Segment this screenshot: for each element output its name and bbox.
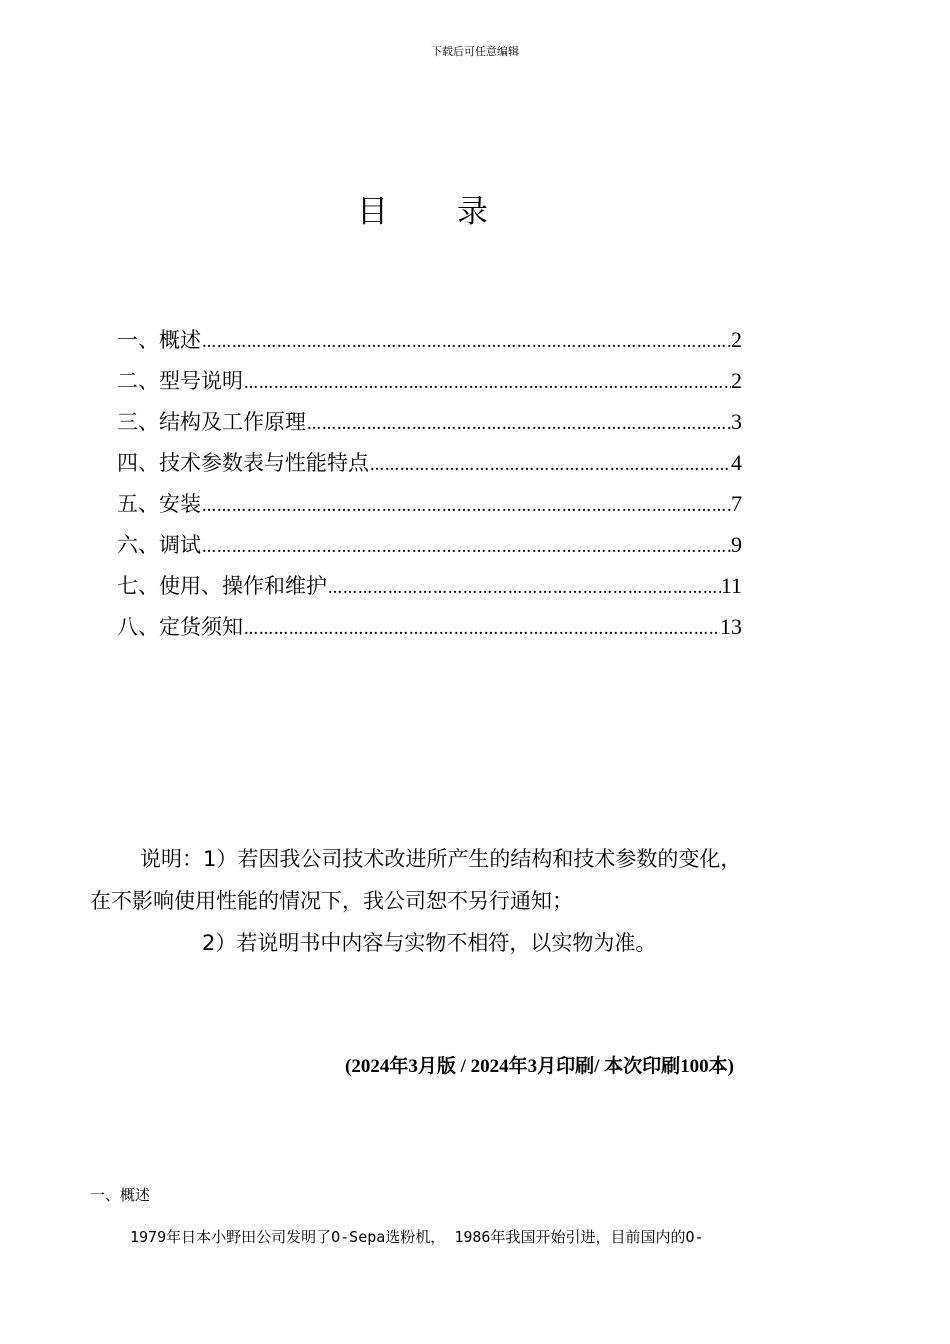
toc-entry[interactable] xyxy=(117,443,742,484)
section-body-text: 1979年日本小野田公司发明了O-Sepa选粉机， 1986年我国开始引进，目前国内的O- xyxy=(130,1228,704,1246)
toc-leader-dots xyxy=(243,365,731,402)
disclaimer-notes xyxy=(90,838,880,964)
toc-leader-dots xyxy=(201,529,731,566)
toc-entry-label: 二、型号说明 xyxy=(117,369,243,393)
toc-entry[interactable] xyxy=(117,484,742,525)
toc-entry-page: 9 xyxy=(731,532,742,557)
toc-entry-label: 六、调试 xyxy=(117,533,201,557)
toc-entry[interactable] xyxy=(117,566,742,607)
toc-title-char-2: 录 xyxy=(457,194,488,230)
toc-leader-dots xyxy=(327,570,721,607)
toc-entry-label: 一、概述 xyxy=(117,328,201,352)
toc-list xyxy=(117,320,742,648)
edition-info: (2024年3月版 / 2024年3月印刷/ 本次印刷100本) xyxy=(345,1056,734,1077)
toc-entry-label: 三、结构及工作原理 xyxy=(117,410,306,434)
toc-entry-page: 11 xyxy=(720,573,742,598)
toc-leader-dots xyxy=(369,447,731,484)
disclaimer-line-1: 说明：1）若因我公司技术改进所产生的结构和技术参数的变化， xyxy=(140,847,742,871)
toc-entry-page: 7 xyxy=(731,491,742,516)
toc-entry[interactable] xyxy=(117,361,742,402)
toc-entry-page: 2 xyxy=(731,368,742,393)
toc-entry-page: 4 xyxy=(731,450,742,475)
toc-entry[interactable] xyxy=(117,525,742,566)
toc-entry[interactable] xyxy=(117,402,742,443)
section-heading: 一、概述 xyxy=(90,1186,151,1204)
toc-entry-label: 七、使用、操作和维护 xyxy=(117,574,327,598)
toc-entry-page: 3 xyxy=(731,409,742,434)
toc-entry-page: 13 xyxy=(720,614,742,639)
toc-entry-label: 五、安装 xyxy=(117,492,201,516)
toc-entry-label: 四、技术参数表与性能特点 xyxy=(117,451,369,475)
toc-entry[interactable] xyxy=(117,607,742,648)
toc-entry[interactable] xyxy=(117,320,742,361)
toc-entry-page: 2 xyxy=(731,327,742,352)
toc-title-char-1: 目 xyxy=(357,194,388,230)
toc-leader-dots xyxy=(201,324,731,361)
disclaimer-line-2: 在不影响使用性能的情况下，我公司恕不另行通知； xyxy=(90,889,573,913)
toc-leader-dots xyxy=(243,611,720,648)
disclaimer-line-3: 2）若说明书中内容与实物不相符，以实物为准。 xyxy=(202,931,657,955)
toc-title xyxy=(355,190,505,240)
header-note: 下载后可任意编辑 xyxy=(431,45,519,58)
toc-leader-dots xyxy=(306,406,731,443)
toc-entry-label: 八、定货须知 xyxy=(117,615,243,639)
toc-leader-dots xyxy=(201,488,731,525)
